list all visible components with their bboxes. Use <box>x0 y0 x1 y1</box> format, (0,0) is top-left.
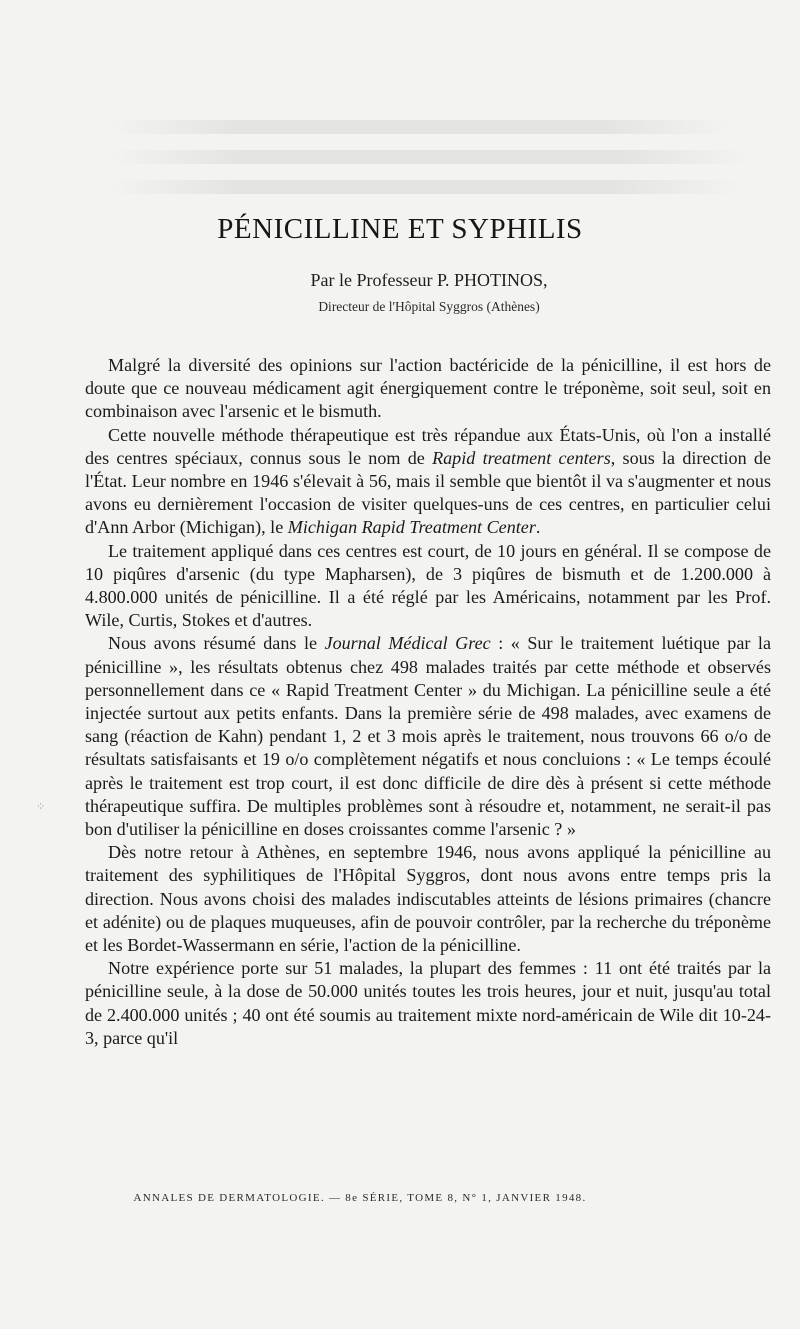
body-paragraph <box>85 540 771 633</box>
paragraph-text: Cette nouvelle méthode thérapeutique est très répandue aux États-Unis, où l'on a installé des centres spéciaux, connus sous le nom de <box>85 424 771 468</box>
author-affiliation: Directeur de l'Hôpital Syggros (Athènes) <box>318 299 540 314</box>
italic-phrase: Michigan Rapid Treatment Center <box>287 517 536 538</box>
italic-phrase: Rapid treatment centers <box>432 447 611 468</box>
paragraph-text: Nous avons résumé dans le <box>108 633 325 654</box>
article-body <box>85 354 771 1050</box>
journal-footer: ANNALES DE DERMATOLOGIE. — 8e SÉRIE, TOME 8, N° 1, JANVIER 1948. <box>133 1192 587 1204</box>
paragraph-text: Notre expérience porte sur 51 malades, la plupart des femmes : 11 ont été traités par la pénicilline seule, à la dose de 50.000 unités toutes les trois heures, jour et nuit, jusqu'au total de 2.400.000 unités ; 40 ont été soumis au traitement mixte nord-américain de Wile dit 10-24-3, parce qu'il <box>85 958 771 1048</box>
paragraph-text: : « Sur le traitement luétique par la pénicilline », les résultats obtenus chez 498 malades traités par cette méthode et observés personnellement dans ce « Rapid Treatment Center » du Michigan. La pénicilline seule a été injectée surtout aux petits enfants. Dans la première série de 498 malades, avec examens de sang (réaction de Kahn) pendant 1, 2 et 3 mois après le traitement, nous trouvons 66 o/o de résultats satisfaisants et 19 o/o complètement négatifs et nous concluions : « Le temps écoulé après le traitement est trop court, il est donc difficile de dire dès à présent si cette méthode thérapeutique suffira. De multiples problèmes sont à résoudre et, notamment, ne serait-il pas bon d'utiliser la pénicilline en doses croissantes comme l'arsenic ? » <box>85 633 771 840</box>
body-paragraph <box>85 841 771 957</box>
bleed-through-line <box>110 180 740 194</box>
italic-phrase: Journal Médical Grec <box>324 633 491 654</box>
paragraph-text: Malgré la diversité des opinions sur l'action bactéricide de la pénicilline, il est hors de doute que ce nouveau médicament agit énergiquement contre le tréponème, soit seul, soit en combinaison avec l'arsenic et le bismuth. <box>85 355 771 422</box>
body-paragraph <box>85 354 771 424</box>
article-byline: Par le Professeur P. PHOTINOS, <box>310 270 548 290</box>
bleed-through-line <box>110 150 750 164</box>
paragraph-text: , sous la direction de l'État. Leur nombre en 1946 s'élevait à 56, mais il semble que bientôt il va s'augmenter et nous avons eu dernièrement l'occasion de visiter quelques-uns de ces centres, en particulier celui d'Ann Arbor (Michigan), le <box>85 447 771 538</box>
paragraph-text: Le traitement appliqué dans ces centres est court, de 10 jours en général. Il se compose de 10 piqûres d'arsenic (du type Mapharsen), de 3 piqûres de bismuth et de 1.200.000 à 4.800.000 unités de pénicilline. Il a été réglé par les Américains, notamment par les Prof. Wile, Curtis, Stokes et d'autres. <box>85 540 771 631</box>
paragraph-text: Dès notre retour à Athènes, en septembre 1946, nous avons appliqué la pénicilline au traitement des syphilitiques de l'Hôpital Syggros, dont nous avons entre temps pris la direction. Nous avons choisi des malades indiscutables atteints de lésions primaires (chancre et adénite) ou de plaques muqueuses, afin de pouvoir contrôler, par la recherche du tréponème et les Bordet-Wassermann en série, l'action de la pénicilline. <box>85 842 771 956</box>
body-paragraph <box>85 632 771 841</box>
article-title: PÉNICILLINE ET SYPHILIS <box>217 213 583 245</box>
ink-speck: ⁘ <box>36 801 46 813</box>
body-paragraph <box>85 957 771 1050</box>
bleed-through-line <box>110 120 730 134</box>
body-paragraph <box>85 424 771 540</box>
paragraph-text: . <box>535 517 541 538</box>
